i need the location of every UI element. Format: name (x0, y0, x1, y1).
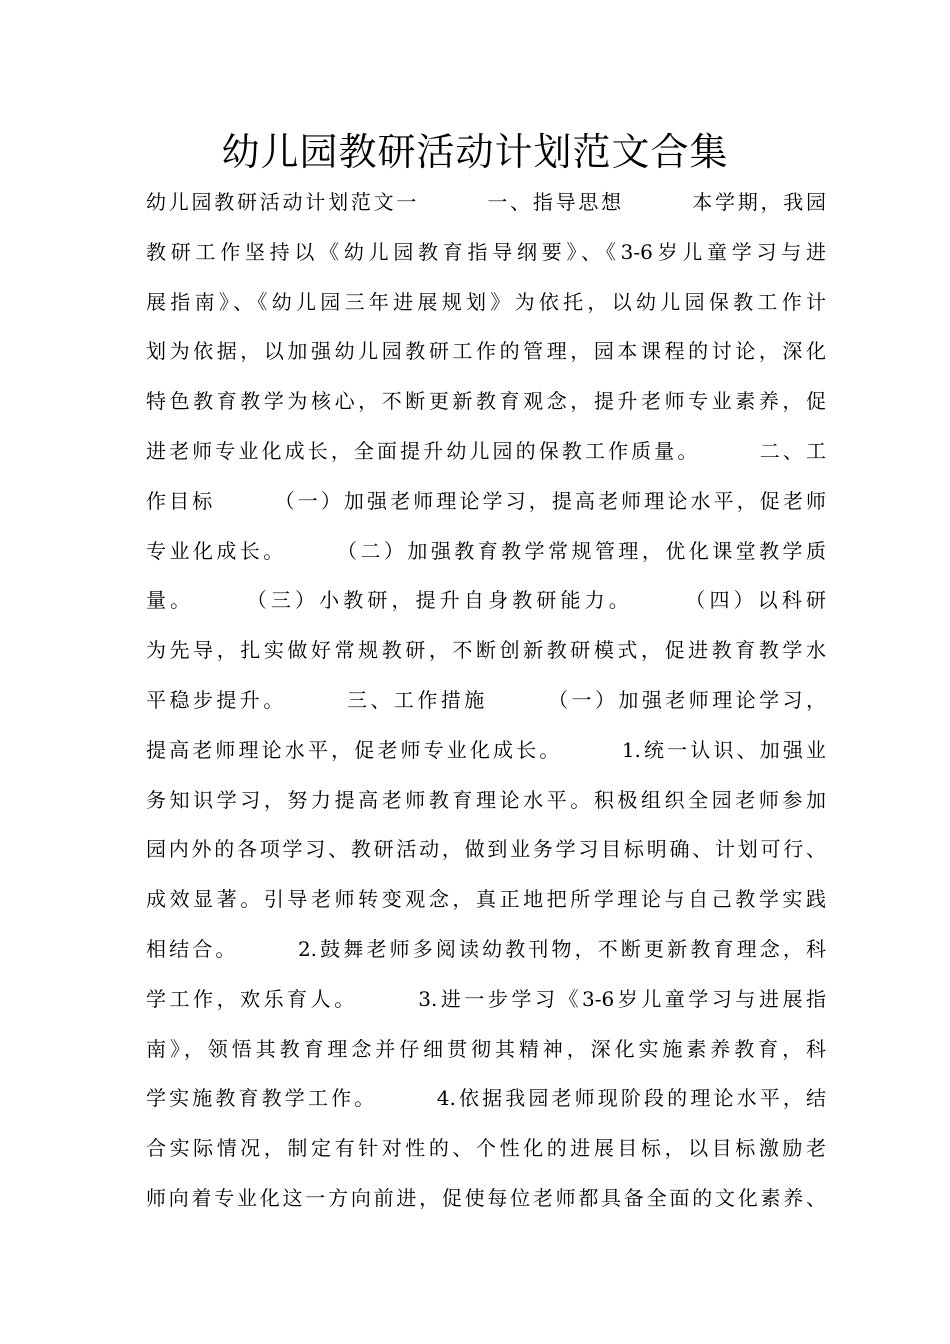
body-line: 展指南》、《幼儿园三年进展规划》为依托，以幼儿园保教工作计 (146, 289, 826, 314)
body-line: 学实施教育教学工作。 4.依据我园老师现阶段的理论水平，结 (146, 1086, 826, 1111)
body-line: 成效显著。引导老师转变观念，真正地把所学理论与自己教学实践 (146, 887, 826, 912)
body-line: 进老师专业化成长，全面提升幼儿园的保教工作质量。 二、工 (146, 438, 826, 463)
body-line: 专业化成长。 （二）加强教育教学常规管理，优化课堂教学质 (146, 538, 826, 563)
body-line: 合实际情况，制定有针对性的、个性化的进展目标，以目标激励老 (146, 1136, 826, 1161)
body-line: 南》，领悟其教育理念并仔细贯彻其精神，深化实施素养教育，科 (146, 1036, 826, 1061)
body-line: 教研工作坚持以《幼儿园教育指导纲要》、《3-6岁儿童学习与进 (146, 239, 826, 264)
body-line: 平稳步提升。 三、工作措施 （一）加强老师理论学习， (146, 687, 826, 712)
body-line: 特色教育教学为核心，不断更新教育观念，提升老师专业素养，促 (146, 389, 826, 414)
body-line: 量。 （三）小教研，提升自身教研能力。 （四）以科研 (146, 588, 826, 613)
body-line: 学工作，欢乐育人。 3.进一步学习《3-6岁儿童学习与进展指 (146, 986, 826, 1011)
document-title: 幼儿园教研活动计划范文合集 (221, 130, 729, 174)
body-line: 园内外的各项学习、教研活动，做到业务学习目标明确、计划可行、 (146, 837, 826, 862)
document-body (146, 178, 826, 1224)
body-line: 师向着专业化这一方向前进，促使每位老师都具备全面的文化素养、 (146, 1185, 826, 1210)
body-line: 幼儿园教研活动计划范文一 一、指导思想 本学期，我园 (146, 190, 826, 214)
body-line: 为先导，扎实做好常规教研，不断创新教研模式，促进教育教学水 (146, 638, 826, 663)
body-line: 务知识学习，努力提高老师教育理论水平。积极组织全园老师参加 (146, 787, 826, 812)
body-line: 相结合。 2.鼓舞老师多阅读幼教刊物，不断更新教育理念，科 (146, 936, 826, 961)
body-line: 作目标 （一）加强老师理论学习，提高老师理论水平，促老师 (146, 488, 826, 513)
body-line: 划为依据，以加强幼儿园教研工作的管理，园本课程的讨论，深化 (146, 339, 826, 364)
body-line: 提高老师理论水平，促老师专业化成长。 1.统一认识、加强业 (146, 737, 826, 762)
